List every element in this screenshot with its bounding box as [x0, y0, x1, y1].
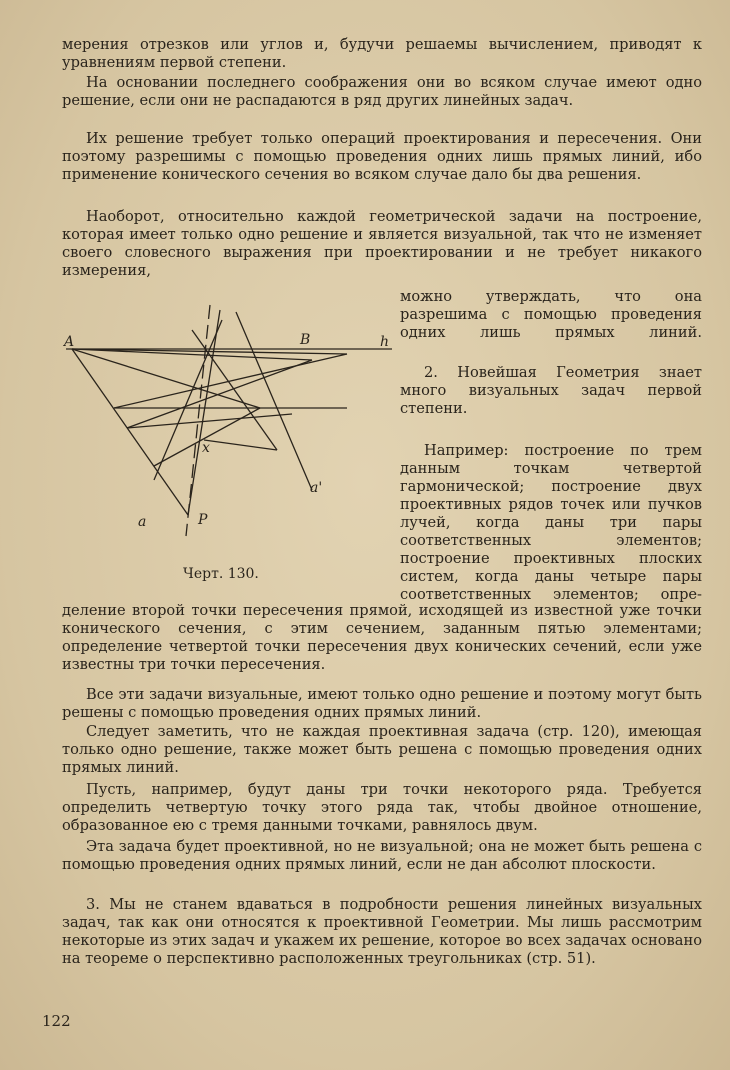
paragraph-3: Наоборот, относительно каждой геометрической задачи на построение, которая имеет только одно решение и является визуальной, так что не изменяет своего словесного выражения при проектировании и не требует никакого измерения,	[62, 208, 702, 279]
paragraph-10: Пусть, например, будут даны три точки некоторого ряда. Требуется определить четвертую точку этого ряда так, чтобы двойное отношение, образованное ею с тремя данными точками, равнялось двум.	[62, 781, 702, 834]
label-A: A	[64, 334, 75, 350]
label-x: x	[202, 440, 210, 456]
geometry-figure	[62, 300, 398, 560]
paragraph-11: Эта задача будет проективной, но не визуальной; она не может быть решена с помощью проведения одних прямых линий, если не дан абсолют плоскости.	[62, 838, 702, 873]
page-number: 122	[42, 1012, 71, 1030]
label-a-prime: a'	[310, 480, 323, 496]
paragraph-0: мерения отрезков или углов и, будучи решаемы вычислением, приводят к уравнениям первой степени.	[62, 36, 702, 71]
paragraph-5: 2. Новейшая Геометрия знает много визуальных задач первой степени.	[400, 364, 702, 417]
label-P: P	[198, 512, 208, 528]
paragraph-4: можно утверждать, что она разрешима с помощью проведения одних лишь прямых линий.	[400, 288, 702, 341]
label-B: B	[300, 332, 311, 348]
label-a: a	[138, 514, 147, 530]
paragraph-7: деление второй точки пересечения прямой, исходящей из известной уже точки конического сечения, с этим сечением, заданным пятью элементами; определение четвертой точки пересечения двух конических сечений, если уже известны три точки пересечения.	[62, 602, 702, 673]
paragraph-6: Например: построение по трем данным точкам четвертой гармонической; построение двух проективных рядов точек или пучков лучей, когда даны три пары соответственных элементов; построение проективных плоских систем, когда даны четыре пары соответственных элементов; опре-	[400, 442, 702, 603]
paragraph-12: 3. Мы не станем вдаваться в подробности решения линейных визуальных задач, так как они относятся к проективной Геометрии. Мы лишь рассмотрим некоторые из этих задач и укажем их решение, которое во всех задачах основано на теореме о перспективно расположенных треугольниках (стр. 51).	[62, 896, 702, 967]
line-a	[72, 349, 188, 515]
figure-caption: Черт. 130.	[183, 566, 259, 582]
ray-upper	[188, 310, 220, 515]
paragraph-9: Следует заметить, что не каждая проективная задача (стр. 120), имеющая только одно решение, также может быть решена с помощью проведения одних прямых линий.	[62, 723, 702, 776]
paragraph-1: На основании последнего соображения они во всяком случае имеют одно решение, если они не распадаются в ряд других линейных задач.	[62, 74, 702, 109]
paragraph-2: Их решение требует только операций проектирования и пересечения. Они поэтому разрешимы с помощью проведения одних лишь прямых линий, ибо применение конического сечения во всяком случае дало бы два решения.	[62, 130, 702, 183]
paragraph-8: Все эти задачи визуальные, имеют только одно решение и поэтому могут быть решены с помощью проведения одних прямых линий.	[62, 686, 702, 721]
label-h: h	[380, 334, 390, 350]
